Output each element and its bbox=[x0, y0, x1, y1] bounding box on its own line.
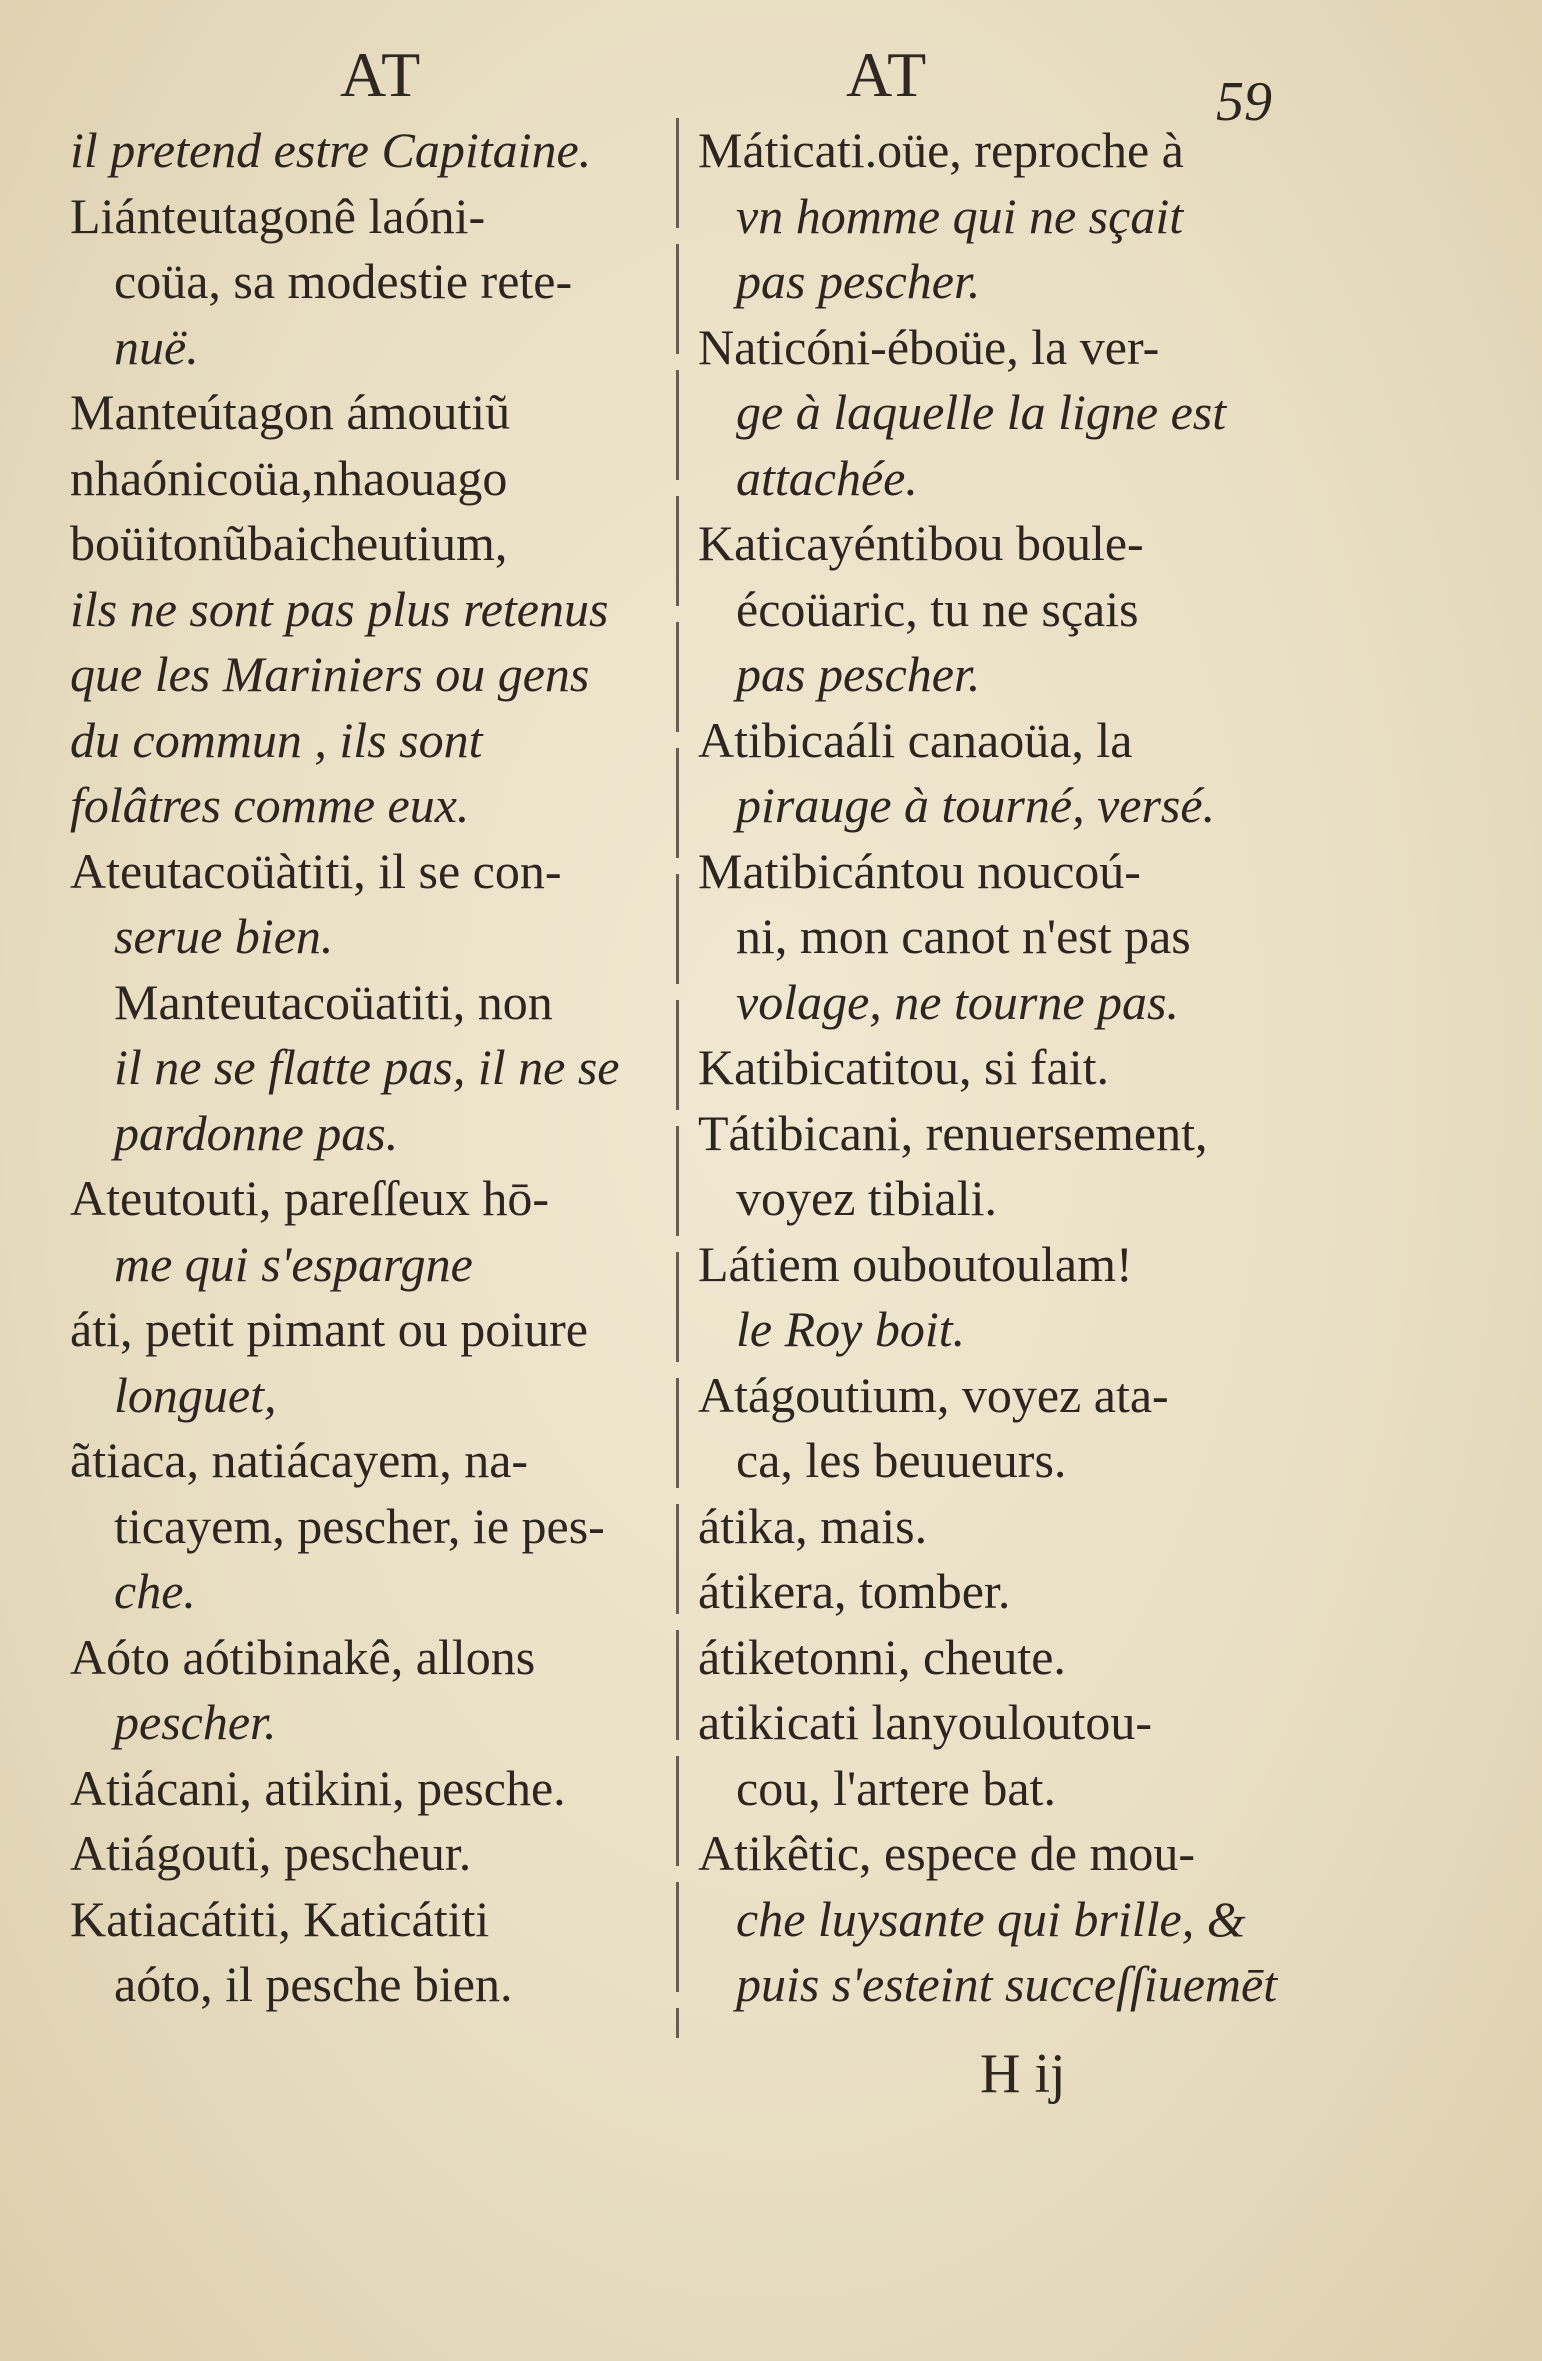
dictionary-line: Látiem ouboutoulam! bbox=[698, 1235, 1133, 1292]
dictionary-line: Matibicántou noucoú- bbox=[698, 842, 1141, 899]
dictionary-line: il pretend estre Capitaine. bbox=[70, 122, 592, 178]
left-column bbox=[70, 118, 660, 2018]
dictionary-line: longuet, bbox=[114, 1366, 277, 1423]
dictionary-line: puis s'esteint succeſſiuemēt bbox=[736, 1956, 1278, 2012]
dictionary-line: volage, ne tourne pas. bbox=[736, 973, 1179, 1030]
dictionary-line: ca, les beuueurs. bbox=[736, 1432, 1067, 1488]
dictionary-line: Atibicaáli canaoüa, la bbox=[698, 711, 1133, 768]
dictionary-line: átikera, tomber. bbox=[698, 1563, 1011, 1619]
dictionary-line: boüitonũbaicheutium, bbox=[70, 515, 508, 571]
dictionary-line: pirauge à tourné, versé. bbox=[736, 777, 1216, 833]
dictionary-line: me qui s'espargne bbox=[114, 1235, 473, 1292]
dictionary-line: ni, mon canot n'est pas bbox=[736, 908, 1191, 964]
dictionary-line: Máticati.oüe, reproche à bbox=[698, 122, 1184, 178]
dictionary-line: atikicati lanyouloutou- bbox=[698, 1694, 1153, 1750]
dictionary-line: che. bbox=[114, 1563, 196, 1619]
dictionary-line: cou, l'artere bat. bbox=[736, 1759, 1056, 1816]
dictionary-line: nhaónicoüa,nhaouago bbox=[70, 449, 508, 506]
dictionary-line: Manteútagon ámoutiũ bbox=[70, 384, 511, 440]
dictionary-line: folâtres comme eux. bbox=[70, 777, 470, 833]
dictionary-line: Liánteutagonê laóni- bbox=[70, 187, 486, 244]
dictionary-line: Ateutouti, pareſſeux hō- bbox=[70, 1170, 550, 1226]
dictionary-line: Tátibicani, renuersement, bbox=[698, 1104, 1208, 1161]
dictionary-line: ge à laquelle la ligne est bbox=[736, 384, 1227, 440]
dictionary-line: coüa, sa modestie rete- bbox=[114, 253, 573, 309]
dictionary-line: átika, mais. bbox=[698, 1497, 928, 1554]
dictionary-line: pas pescher. bbox=[736, 646, 981, 702]
dictionary-line: Aóto aótibinakê, allons bbox=[70, 1628, 536, 1685]
dictionary-line: che luysante qui brille, & bbox=[736, 1890, 1246, 1947]
column-divider bbox=[676, 118, 679, 2038]
dictionary-line: Atágoutium, voyez ata- bbox=[698, 1366, 1169, 1423]
dictionary-line: ticayem, pescher, ie pes- bbox=[114, 1497, 605, 1554]
dictionary-line: il ne se flatte pas, il ne se bbox=[114, 1039, 620, 1095]
dictionary-line: attachée. bbox=[736, 449, 918, 506]
dictionary-line: pas pescher. bbox=[736, 253, 981, 309]
dictionary-line: voyez tibiali. bbox=[736, 1170, 998, 1226]
dictionary-line: Katibicatitou, si fait. bbox=[698, 1039, 1110, 1095]
dictionary-line: Atiácani, atikini, pesche. bbox=[70, 1759, 566, 1816]
dictionary-line: Ateutacoüàtiti, il se con- bbox=[70, 842, 562, 899]
page-number: 59 bbox=[1216, 71, 1272, 133]
dictionary-line: pescher. bbox=[114, 1694, 277, 1750]
dictionary-line: ils ne sont pas plus retenus bbox=[70, 580, 609, 637]
dictionary-line: du commun , ils sont bbox=[70, 711, 483, 768]
dictionary-line: Katicayéntibou boule- bbox=[698, 515, 1144, 571]
dictionary-line: pardonne pas. bbox=[114, 1104, 399, 1161]
dictionary-line: Atikêtic, espece de mou- bbox=[698, 1825, 1196, 1881]
dictionary-line: nuë. bbox=[114, 318, 199, 375]
dictionary-line: vn homme qui ne sçait bbox=[736, 187, 1184, 244]
right-column bbox=[698, 118, 1278, 2018]
dictionary-line: écoüaric, tu ne sçais bbox=[736, 580, 1139, 637]
dictionary-line: áti, petit pimant ou poiure bbox=[70, 1301, 588, 1357]
dictionary-line: aóto, il pesche bien. bbox=[114, 1956, 513, 2012]
dictionary-line: átiketonni, cheute. bbox=[698, 1628, 1066, 1685]
dictionary-line: ãtiaca, natiácayem, na- bbox=[70, 1432, 529, 1488]
dictionary-line: le Roy boit. bbox=[736, 1301, 966, 1357]
dictionary-line: Atiágouti, pescheur. bbox=[70, 1825, 472, 1881]
dictionary-line: que les Mariniers ou gens bbox=[70, 646, 590, 702]
dictionary-line: Manteutacoüatiti, non bbox=[114, 973, 553, 1030]
running-head-right: AT bbox=[846, 39, 929, 110]
running-head-left: AT bbox=[340, 39, 423, 110]
dictionary-line: Naticóni-éboüe, la ver- bbox=[698, 318, 1160, 375]
signature-mark: H ij bbox=[980, 2043, 1066, 2105]
dictionary-line: serue bien. bbox=[114, 908, 334, 964]
dictionary-line: Katiacátiti, Katicátiti bbox=[70, 1890, 490, 1947]
